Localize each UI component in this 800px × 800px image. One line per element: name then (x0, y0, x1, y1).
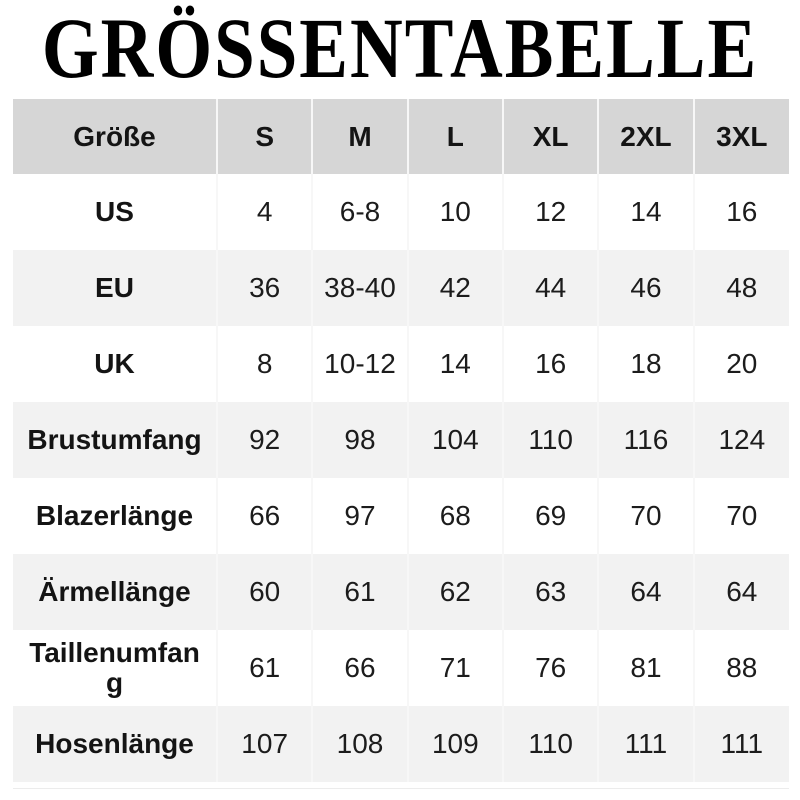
value-cell: 63 (503, 554, 598, 630)
value-cell: 16 (694, 174, 789, 250)
header-label: 3XL (716, 120, 768, 152)
table-row-hosenlaenge (13, 706, 789, 782)
value-cell: 20 (694, 326, 789, 402)
row-label-cell (13, 326, 217, 402)
value-cell: 44 (503, 250, 598, 326)
value-cell: 66 (217, 478, 312, 554)
value-cell: 76 (503, 630, 598, 706)
header-label: M (348, 120, 372, 152)
value-cell: 8 (217, 326, 312, 402)
header-cell-2xl (598, 99, 693, 174)
value-cell: 98 (312, 402, 407, 478)
header-row (13, 99, 789, 174)
value-cell: 12 (503, 174, 598, 250)
value-cell: 4 (217, 174, 312, 250)
table-row-aermellaenge (13, 554, 789, 630)
value-cell: 38-40 (312, 250, 407, 326)
size-table (13, 99, 789, 782)
value-cell: 68 (408, 478, 503, 554)
value-cell: 10-12 (312, 326, 407, 402)
header-cell-s (217, 99, 312, 174)
value-cell: 104 (408, 402, 503, 478)
table-row-us (13, 174, 789, 250)
row-label: Hosenlänge (35, 728, 194, 760)
value-cell: 46 (598, 250, 693, 326)
value-cell: 71 (408, 630, 503, 706)
value-cell: 16 (503, 326, 598, 402)
row-label-cell (13, 174, 217, 250)
value-cell: 10 (408, 174, 503, 250)
value-cell: 14 (598, 174, 693, 250)
table-row-blazerlaenge (13, 478, 789, 554)
header-cell-l (408, 99, 503, 174)
header-label: L (446, 120, 464, 152)
value-cell: 18 (598, 326, 693, 402)
value-cell: 111 (694, 706, 789, 782)
row-label: Taillenumfang (29, 637, 200, 698)
header-cell-3xl (694, 99, 789, 174)
row-label-cell (13, 554, 217, 630)
size-table-header (13, 99, 789, 174)
value-cell: 64 (598, 554, 693, 630)
value-cell: 124 (694, 402, 789, 478)
header-label: S (255, 120, 274, 152)
row-label-cell (13, 478, 217, 554)
value-cell: 14 (408, 326, 503, 402)
row-label-cell (13, 630, 217, 706)
value-cell: 61 (217, 630, 312, 706)
header-label: Größe (73, 120, 156, 152)
page-title: GRÖSSENTABELLE (41, 0, 759, 96)
value-cell: 48 (694, 250, 789, 326)
header-cell-xl (503, 99, 598, 174)
row-label: Blazerlänge (35, 500, 194, 532)
value-cell: 61 (312, 554, 407, 630)
row-label: UK (94, 348, 135, 380)
row-label-cell (13, 402, 217, 478)
bottom-divider (13, 788, 789, 789)
row-label-cell (13, 706, 217, 782)
header-cell-groesse (13, 99, 217, 174)
value-cell: 62 (408, 554, 503, 630)
row-label: Ärmellänge (38, 576, 191, 608)
value-cell: 36 (217, 250, 312, 326)
header-cell-m (312, 99, 407, 174)
row-label: US (95, 196, 134, 228)
table-row-eu (13, 250, 789, 326)
value-cell: 69 (503, 478, 598, 554)
value-cell: 81 (598, 630, 693, 706)
value-cell: 70 (694, 478, 789, 554)
value-cell: 110 (503, 402, 598, 478)
value-cell: 109 (408, 706, 503, 782)
header-label: 2XL (620, 120, 672, 152)
value-cell: 110 (503, 706, 598, 782)
value-cell: 116 (598, 402, 693, 478)
value-cell: 88 (694, 630, 789, 706)
value-cell: 64 (694, 554, 789, 630)
size-table-body (13, 174, 789, 782)
value-cell: 6-8 (312, 174, 407, 250)
header-label: XL (532, 120, 569, 152)
table-row-taillenumfang (13, 630, 789, 706)
value-cell: 111 (598, 706, 693, 782)
table-row-uk (13, 326, 789, 402)
value-cell: 108 (312, 706, 407, 782)
value-cell: 97 (312, 478, 407, 554)
value-cell: 107 (217, 706, 312, 782)
value-cell: 92 (217, 402, 312, 478)
value-cell: 70 (598, 478, 693, 554)
value-cell: 60 (217, 554, 312, 630)
table-row-brustumfang (13, 402, 789, 478)
row-label: Brustumfang (27, 424, 202, 456)
value-cell: 66 (312, 630, 407, 706)
row-label-cell (13, 250, 217, 326)
value-cell: 42 (408, 250, 503, 326)
row-label: EU (95, 272, 134, 304)
